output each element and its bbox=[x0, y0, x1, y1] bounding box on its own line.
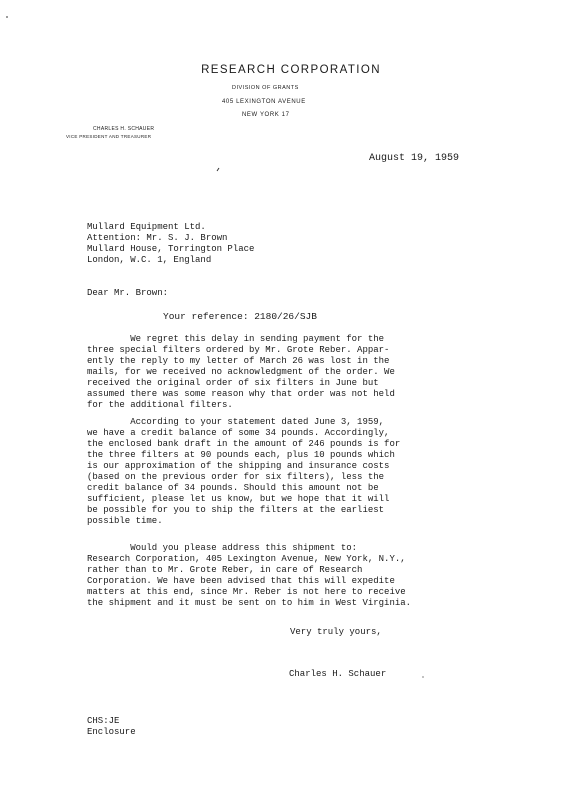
body-line: We regret this delay in sending payment for the bbox=[87, 334, 385, 344]
complimentary-closing: Very truly yours, bbox=[290, 627, 382, 637]
body-line: matters at this end, since Mr. Reber is not here to receive bbox=[87, 587, 406, 597]
body-line: we have a credit balance of some 34 pounds. Accordingly, bbox=[87, 428, 390, 438]
body-line: three special filters ordered by Mr. Grote Reber. Appar- bbox=[87, 345, 390, 355]
body-line: the three filters at 90 pounds each, plus 10 pounds which bbox=[87, 450, 395, 460]
body-line: Would you please address this shipment to: bbox=[87, 543, 358, 553]
body-line: the shipment and it must be sent on to him in West Virginia. bbox=[87, 598, 412, 608]
body-line: Corporation. We have been advised that this will expedite bbox=[87, 576, 395, 586]
body-line: ently the reply to my letter of March 26 was lost in the bbox=[87, 356, 390, 366]
body-line: sufficient, please let us know, but we hope that it will bbox=[87, 494, 390, 504]
letter-date: August 19, 1959 bbox=[369, 153, 460, 164]
inside-address-line: London, W.C. 1, England bbox=[87, 255, 212, 265]
body-line: credit balance of 34 pounds. Should this amount not be bbox=[87, 483, 379, 493]
scan-speck bbox=[6, 16, 8, 18]
body-line: assumed there was some reason why that order was not held bbox=[87, 389, 395, 399]
enclosure-notation: Enclosure bbox=[87, 727, 136, 737]
letterhead-address-city: NEW YORK 17 bbox=[242, 112, 290, 118]
letterhead-sender-name: CHARLES H. SCHAUER bbox=[93, 126, 155, 132]
inside-address-line: Attention: Mr. S. J. Brown bbox=[87, 233, 228, 243]
body-line: received the original order of six filters in June but bbox=[87, 378, 379, 388]
salutation: Dear Mr. Brown: bbox=[87, 288, 169, 298]
letterhead-organization: RESEARCH CORPORATION bbox=[201, 64, 381, 76]
letterhead-division: DIVISION OF GRANTS bbox=[232, 85, 299, 91]
typist-initials: CHS:JE bbox=[87, 716, 120, 726]
body-line: rather than to Mr. Grote Reber, in care of Research bbox=[87, 565, 363, 575]
body-line: possible time. bbox=[87, 516, 163, 526]
body-line: (based on the previous order for six filters), less the bbox=[87, 472, 385, 482]
body-line: mails, for we received no acknowledgment of the order. We bbox=[87, 367, 395, 377]
body-line: for the additional filters. bbox=[87, 400, 233, 410]
inside-address-line: Mullard Equipment Ltd. bbox=[87, 222, 206, 232]
reference-line: Your reference: 2180/26/SJB bbox=[163, 311, 317, 322]
inside-address-line: Mullard House, Torrington Place bbox=[87, 244, 255, 254]
signer-name: Charles H. Schauer bbox=[289, 669, 387, 679]
body-line: Research Corporation, 405 Lexington Avenue, New York, N.Y., bbox=[87, 554, 406, 564]
body-line: be possible for you to ship the filters at the earliest bbox=[87, 505, 385, 515]
scan-mark bbox=[217, 168, 219, 171]
body-line: the enclosed bank draft in the amount of 246 pounds is for bbox=[87, 439, 401, 449]
letterhead-address-street: 405 LEXINGTON AVENUE bbox=[222, 99, 306, 105]
body-line: is our approximation of the shipping and insurance costs bbox=[87, 461, 390, 471]
letterhead-sender-title: VICE PRESIDENT AND TREASURER bbox=[66, 134, 152, 139]
body-line: According to your statement dated June 3, 1959, bbox=[87, 417, 385, 427]
